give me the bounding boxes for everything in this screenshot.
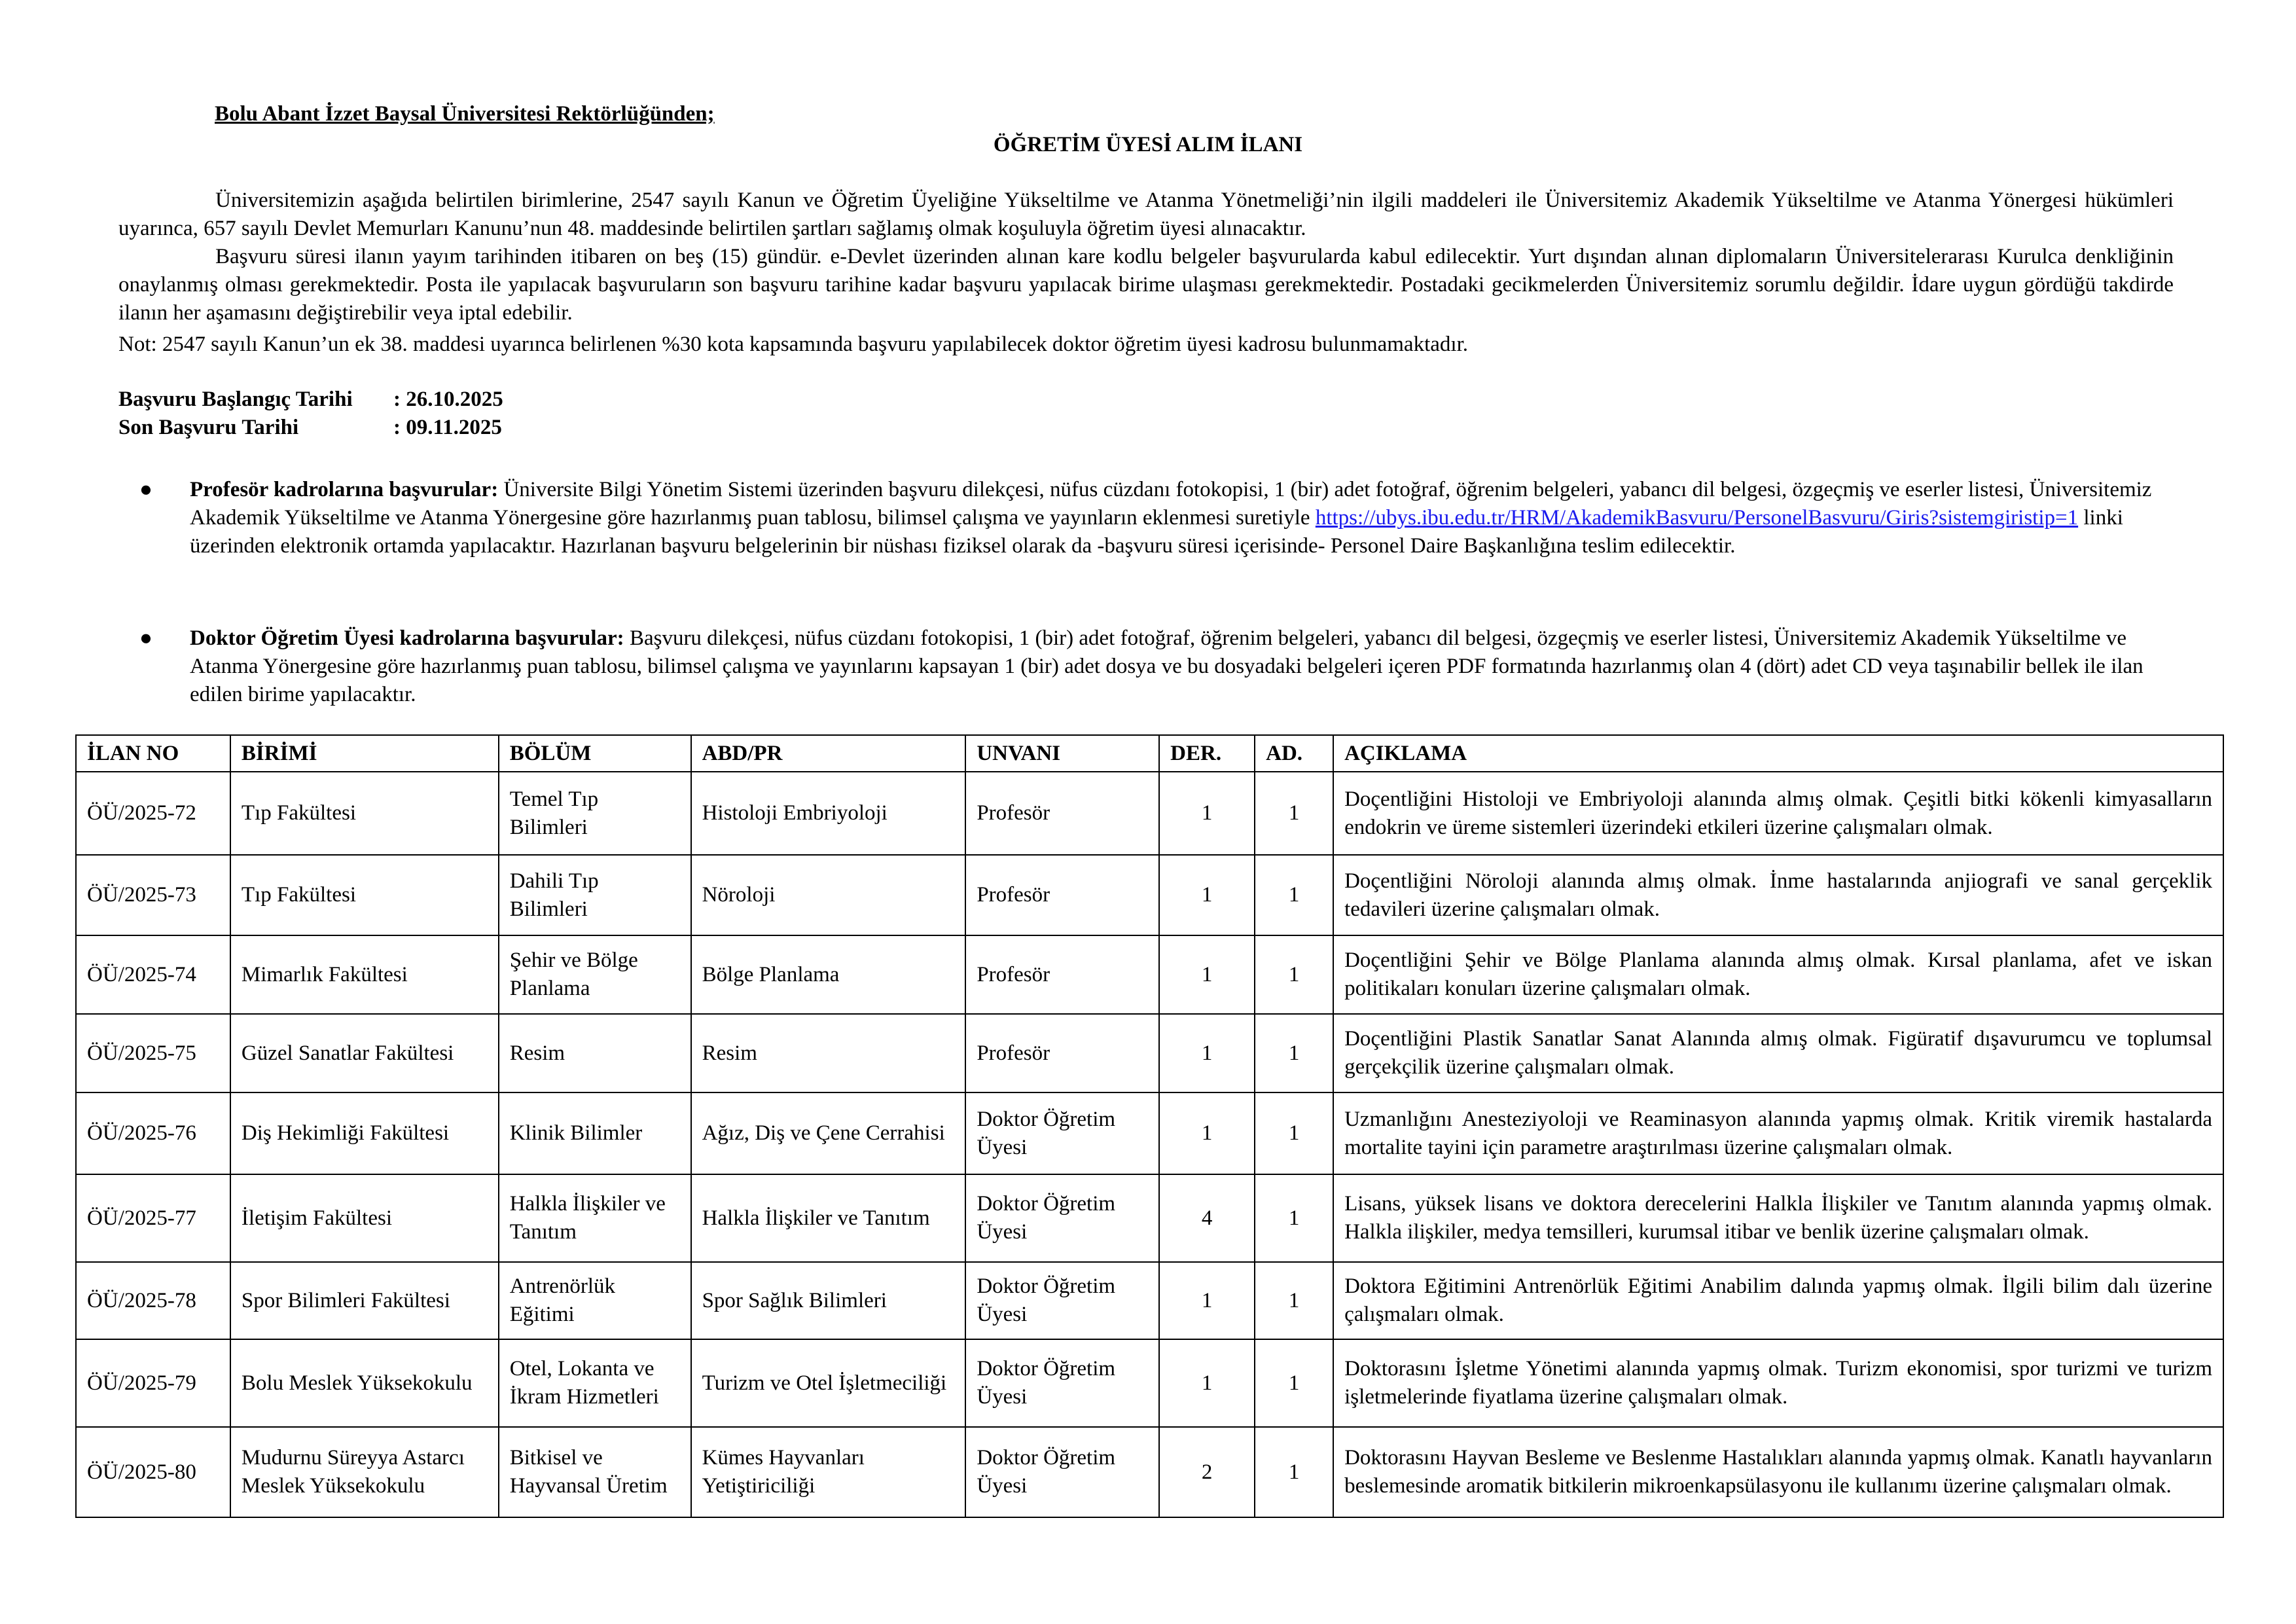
cell-bolum: Dahili Tıp Bilimleri xyxy=(499,855,691,935)
cell-aciklama: Doçentliğini Şehir ve Bölge Planlama alanında almış olmak. Kırsal planlama, afet ve iskan politikaları konuları üzerine çalışmaları olmak. xyxy=(1333,935,2223,1014)
cell-aciklama: Doçentliğini Histoloji ve Embriyoloji alanında almış olmak. Çeşitli bitki kökenli kimyasalların endokrin ve üreme sistemleri üzerindeki etkileri üzerine çalışmaları olmak. xyxy=(1333,772,2223,855)
table-row xyxy=(76,935,2223,1014)
cell-birimi: Mudurnu Süreyya Astarcı Meslek Yüksekokulu xyxy=(230,1427,499,1517)
cell-birimi: İletişim Fakültesi xyxy=(230,1174,499,1262)
institution-heading: Bolu Abant İzzet Baysal Üniversitesi Rektörlüğünden; xyxy=(215,102,715,126)
cell-bolum: Antrenörlük Eğitimi xyxy=(499,1262,691,1339)
cell-ilan-no: ÖÜ/2025-76 xyxy=(76,1092,230,1174)
cell-unvani: Doktor Öğretim Üyesi xyxy=(965,1339,1159,1427)
doctor-heading: Doktor Öğretim Üyesi kadrolarına başvurular: xyxy=(190,626,624,650)
cell-ad: 1 xyxy=(1255,855,1333,935)
professor-application-item xyxy=(190,476,2166,560)
cell-der: 1 xyxy=(1159,935,1255,1014)
cell-bolum: Şehir ve Bölge Planlama xyxy=(499,935,691,1014)
cell-der: 1 xyxy=(1159,1092,1255,1174)
header-aciklama: AÇIKLAMA xyxy=(1333,735,2223,772)
cell-aciklama: Uzmanlığını Anesteziyoloji ve Reaminasyon alanında yapmış olmak. Kritik viremik hastalarda mortalite tayini için parametre araştırılması üzerine çalışmaları olmak. xyxy=(1333,1092,2223,1174)
cell-birimi: Bolu Meslek Yüksekokulu xyxy=(230,1339,499,1427)
cell-ilan-no: ÖÜ/2025-75 xyxy=(76,1014,230,1092)
application-dates xyxy=(118,386,503,442)
cell-abd-pr: Turizm ve Otel İşletmeciliği xyxy=(691,1339,966,1427)
cell-birimi: Güzel Sanatlar Fakültesi xyxy=(230,1014,499,1092)
cell-der: 1 xyxy=(1159,772,1255,855)
professor-text-before: Üniversite Bilgi Yönetim Sistemi üzerinden başvuru dilekçesi, nüfus cüzdanı fotokopisi, 1 (bir) adet fotoğraf, öğrenim belgeleri, yabancı dil belgesi, özgeçmiş ve eserler listesi, Üniversitemiz Akademik Yükseltilme ve Atanma Yönergesine göre hazırlanmış puan tablosu, bilimsel çalışma ve yayınların eklenmesi suretiyle xyxy=(190,478,2152,530)
application-terms-paragraph: Başvuru süresi ilanın yayım tarihinden itibaren on beş (15) gündür. e-Devlet üzerinden alınan kare kodlu belgeler başvurularda kabul edilecektir. Yurt dışından alınan diplomaların Üniversitelerarası Kurulca denkliğinin onaylanmış olması gerekmektedir. Posta ile yapılacak başvuruların son başvuru tarihine kadar başvuru yapılacak birime ulaşması gerekmektedir. Postadaki gecikmelerden Üniversitemiz sorumlu değildir. İdare uygun gördüğü takdirde ilanın her aşamasını değiştirebilir veya iptal edebilir. xyxy=(118,245,2174,325)
cell-unvani: Doktor Öğretim Üyesi xyxy=(965,1174,1159,1262)
cell-ilan-no: ÖÜ/2025-72 xyxy=(76,772,230,855)
cell-abd-pr: Resim xyxy=(691,1014,966,1092)
table-row xyxy=(76,1014,2223,1092)
quota-note: Not: 2547 sayılı Kanun’un ek 38. maddesi uyarınca belirlenen %30 kota kapsamında başvuru yapılabilecek doktor öğretim üyesi kadrosu bulunmamaktadır. xyxy=(118,333,1468,356)
cell-unvani: Profesör xyxy=(965,772,1159,855)
cell-abd-pr: Kümes Hayvanları Yetiştiriciliği xyxy=(691,1427,966,1517)
cell-bolum: Resim xyxy=(499,1014,691,1092)
cell-ad: 1 xyxy=(1255,1174,1333,1262)
cell-ad: 1 xyxy=(1255,935,1333,1014)
start-date-label: Başvuru Başlangıç Tarihi xyxy=(118,388,353,411)
cell-aciklama: Doçentliğini Plastik Sanatlar Sanat Alanında almış olmak. Figüratif dışavurumcu ve toplumsal gerçekçilik üzerine çalışmaları olmak. xyxy=(1333,1014,2223,1092)
header-unvani: UNVANI xyxy=(965,735,1159,772)
cell-ilan-no: ÖÜ/2025-79 xyxy=(76,1339,230,1427)
end-date-row xyxy=(118,414,503,442)
cell-bolum: Bitkisel ve Hayvansal Üretim xyxy=(499,1427,691,1517)
table-row xyxy=(76,1427,2223,1517)
cell-bolum: Halkla İlişkiler ve Tanıtım xyxy=(499,1174,691,1262)
cell-ad: 1 xyxy=(1255,1092,1333,1174)
cell-birimi: Mimarlık Fakültesi xyxy=(230,935,499,1014)
positions-table xyxy=(75,734,2224,1518)
cell-ad: 1 xyxy=(1255,1262,1333,1339)
cell-unvani: Doktor Öğretim Üyesi xyxy=(965,1262,1159,1339)
start-date-row xyxy=(118,386,503,414)
cell-ilan-no: ÖÜ/2025-78 xyxy=(76,1262,230,1339)
cell-aciklama: Doktora Eğitimini Antrenörlük Eğitimi Anabilim dalında yapmış olmak. İlgili bilim dalı üzerine çalışmaları olmak. xyxy=(1333,1262,2223,1339)
cell-aciklama: Doçentliğini Nöroloji alanında almış olmak. İnme hastalarında anjiografi ve sanal gerçeklik tedavileri üzerine çalışmaları olmak. xyxy=(1333,855,2223,935)
ubys-link[interactable]: https://ubys.ibu.edu.tr/HRM/AkademikBasvuru/PersonelBasvuru/Giris?sistemgiristip=1 xyxy=(1315,506,2079,530)
cell-ilan-no: ÖÜ/2025-74 xyxy=(76,935,230,1014)
bullet-icon: ● xyxy=(139,478,152,501)
cell-ad: 1 xyxy=(1255,772,1333,855)
cell-unvani: Profesör xyxy=(965,855,1159,935)
end-date-label: Son Başvuru Tarihi xyxy=(118,416,299,439)
professor-heading: Profesör kadrolarına başvurular: xyxy=(190,478,499,501)
start-date-value: : 26.10.2025 xyxy=(393,388,503,411)
cell-ilan-no: ÖÜ/2025-80 xyxy=(76,1427,230,1517)
cell-abd-pr: Bölge Planlama xyxy=(691,935,966,1014)
cell-der: 1 xyxy=(1159,1262,1255,1339)
header-birimi: BİRİMİ xyxy=(230,735,499,772)
cell-unvani: Doktor Öğretim Üyesi xyxy=(965,1092,1159,1174)
table-row xyxy=(76,855,2223,935)
header-ilan-no: İLAN NO xyxy=(76,735,230,772)
cell-abd-pr: Halkla İlişkiler ve Tanıtım xyxy=(691,1174,966,1262)
cell-bolum: Otel, Lokanta ve İkram Hizmetleri xyxy=(499,1339,691,1427)
cell-ad: 1 xyxy=(1255,1427,1333,1517)
table-row xyxy=(76,1092,2223,1174)
cell-bolum: Temel Tıp Bilimleri xyxy=(499,772,691,855)
cell-abd-pr: Spor Sağlık Bilimleri xyxy=(691,1262,966,1339)
cell-birimi: Tıp Fakültesi xyxy=(230,855,499,935)
cell-unvani: Profesör xyxy=(965,1014,1159,1092)
cell-aciklama: Doktorasını İşletme Yönetimi alanında yapmış olmak. Turizm ekonomisi, spor turizmi ve turizm işletmelerinde fiyatlama üzerine çalışmaları olmak. xyxy=(1333,1339,2223,1427)
cell-der: 1 xyxy=(1159,1339,1255,1427)
table-row xyxy=(76,1174,2223,1262)
doctor-application-item xyxy=(190,624,2166,709)
cell-unvani: Doktor Öğretim Üyesi xyxy=(965,1427,1159,1517)
cell-ad: 1 xyxy=(1255,1339,1333,1427)
cell-abd-pr: Histoloji Embriyoloji xyxy=(691,772,966,855)
doctor-text: Başvuru dilekçesi, nüfus cüzdanı fotokopisi, 1 (bir) adet fotoğraf, öğrenim belgeleri, yabancı dil belgesi, özgeçmiş ve eserler listesi, Üniversitemiz Akademik Yükseltilme ve Atanma Yönergesine göre hazırlanmış puan tablosu, bilimsel çalışma ve yayınlarını kapsayan 1 (bir) adet dosya ve bu dosyadaki belgeleri içeren PDF formatında hazırlanmış olan 4 (dört) adet CD veya taşınabilir bellek ile ilan edilen birime yapılacaktır. xyxy=(190,626,2144,706)
header-ad: AD. xyxy=(1255,735,1333,772)
cell-der: 1 xyxy=(1159,1014,1255,1092)
cell-aciklama: Lisans, yüksek lisans ve doktora derecelerini Halkla İlişkiler ve Tanıtım alanında yapmış olmak. Halkla ilişkiler, medya temsilleri, kurumsal itibar ve benlik üzerine çalışmaları olmak. xyxy=(1333,1174,2223,1262)
cell-abd-pr: Ağız, Diş ve Çene Cerrahisi xyxy=(691,1092,966,1174)
cell-bolum: Klinik Bilimler xyxy=(499,1092,691,1174)
professor-text-after: linki üzerinden elektronik ortamda yapılacaktır. Hazırlanan başvuru belgelerinin bir nüshası fiziksel olarak da -başvuru süresi içerisinde- Personel Daire Başkanlığına teslim edilecektir. xyxy=(190,506,2123,558)
table-header-row xyxy=(76,735,2223,772)
cell-birimi: Spor Bilimleri Fakültesi xyxy=(230,1262,499,1339)
cell-der: 2 xyxy=(1159,1427,1255,1517)
cell-birimi: Tıp Fakültesi xyxy=(230,772,499,855)
bullet-icon: ● xyxy=(139,626,152,650)
cell-der: 1 xyxy=(1159,855,1255,935)
cell-ilan-no: ÖÜ/2025-73 xyxy=(76,855,230,935)
table-row xyxy=(76,772,2223,855)
cell-abd-pr: Nöroloji xyxy=(691,855,966,935)
end-date-value: : 09.11.2025 xyxy=(393,416,502,439)
cell-ad: 1 xyxy=(1255,1014,1333,1092)
header-bolum: BÖLÜM xyxy=(499,735,691,772)
cell-birimi: Diş Hekimliği Fakültesi xyxy=(230,1092,499,1174)
page-title: ÖĞRETİM ÜYESİ ALIM İLANI xyxy=(993,133,1303,156)
cell-der: 4 xyxy=(1159,1174,1255,1262)
cell-ilan-no: ÖÜ/2025-77 xyxy=(76,1174,230,1262)
table-row xyxy=(76,1339,2223,1427)
cell-unvani: Profesör xyxy=(965,935,1159,1014)
header-abd-pr: ABD/PR xyxy=(691,735,966,772)
cell-aciklama: Doktorasını Hayvan Besleme ve Beslenme Hastalıkları alanında yapmış olmak. Kanatlı hayvanların beslemesinde aromatik bitkilerin mikroenkapsülasyonu ile kullanımı üzerine çalışmaları olmak. xyxy=(1333,1427,2223,1517)
header-der: DER. xyxy=(1159,735,1255,772)
intro-paragraph: Üniversitemizin aşağıda belirtilen birimlerine, 2547 sayılı Kanun ve Öğretim Üyeliğine Yükseltilme ve Atanma Yönetmeliği’nin ilgili maddeleri ile Üniversitemiz Akademik Yükseltilme ve Atanma Yönergesi hükümleri uyarınca, 657 sayılı Devlet Memurları Kanunu’nun 48. maddesinde belirtilen şartları sağlamış olmak koşuluyla öğretim üyesi alınacaktır. xyxy=(118,189,2174,240)
table-row xyxy=(76,1262,2223,1339)
